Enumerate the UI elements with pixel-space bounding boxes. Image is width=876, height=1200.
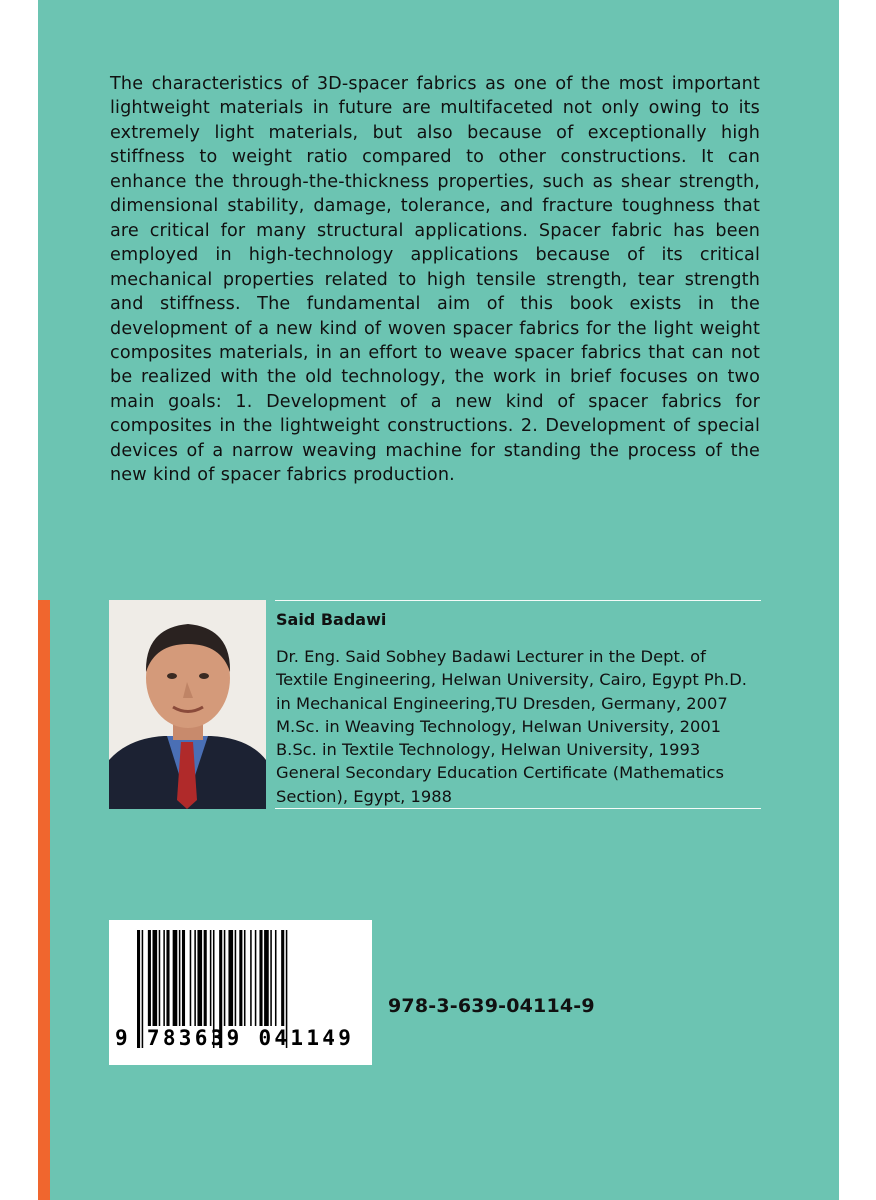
barcode-bar xyxy=(255,930,257,1026)
bio-line: General Secondary Education Certificate (Mathematics xyxy=(276,763,724,783)
barcode-bar xyxy=(194,930,196,1026)
bio-line: Dr. Eng. Said Sobhey Badawi Lecturer in the Dept. of xyxy=(276,647,706,666)
barcode-bar xyxy=(224,930,226,1026)
author-bio xyxy=(276,645,766,808)
bio-line: M.Sc. in Weaving Technology, Helwan University, 2001 xyxy=(276,716,722,736)
barcode-bar xyxy=(281,930,284,1026)
barcode-bar xyxy=(264,930,269,1026)
accent-strip xyxy=(38,600,50,1200)
author-portrait-icon xyxy=(109,600,266,809)
divider-top xyxy=(275,600,761,601)
barcode-bar xyxy=(210,930,212,1026)
author-name: Said Badawi xyxy=(276,610,387,629)
barcode-bar xyxy=(259,930,262,1026)
barcode-bar xyxy=(166,930,169,1026)
barcode-bar xyxy=(275,930,277,1026)
barcode-bar xyxy=(270,930,272,1026)
barcode xyxy=(109,920,372,1065)
bio-line: Section), Egypt, 1988 xyxy=(276,786,452,806)
barcode-bar xyxy=(239,930,242,1026)
bio-line: B.Sc. in Textile Technology, Helwan University, 1993 xyxy=(276,740,701,760)
barcode-bar xyxy=(204,930,207,1026)
barcode-digits: 9 783639 041149 xyxy=(115,1026,355,1050)
bio-line: in Mechanical Engineering,TU Dresden, Germany, 2007 xyxy=(276,693,728,713)
barcode-bar xyxy=(182,930,185,1026)
bio-line: Textile Engineering, Helwan University, Cairo, Egypt Ph.D. xyxy=(276,670,747,690)
book-description: The characteristics of 3D-spacer fabrics as one of the most important lightweight materials in future are multifaceted not only owing to its extremely light materials, but also because of exceptionally high stiffness to weight ratio compared to other constructions. It can enhance the through-the-thickness properties, such as shear strength, dimensional stability, damage, tolerance, and fracture toughness that are critical for many structural applications. Spacer fabric has been employed in high-technology applications because of its critical mechanical properties related to high tensile strength, tear strength and stiffness. The fundamental aim of this book exists in the development of a new kind of woven spacer fabrics for the light weight composites materials, in an effort to weave spacer fabrics that can not be realized with the old technology, the work in brief focuses on two main goals: 1. Development of a new kind of spacer fabrics for composites in the lightweight constructions. 2. Development of special devices of a narrow weaving machine for standing the process of the new kind of spacer fabrics production. xyxy=(110,74,760,486)
barcode-bar xyxy=(173,930,178,1026)
barcode-bar xyxy=(190,930,192,1026)
barcode-bar xyxy=(228,930,233,1026)
barcode-bar xyxy=(197,930,202,1026)
barcode-bar xyxy=(250,930,252,1026)
barcode-bar xyxy=(235,930,237,1026)
barcode-bar xyxy=(179,930,181,1026)
isbn-number: 978-3-639-04114-9 xyxy=(388,995,595,1017)
barcode-bar xyxy=(153,930,158,1026)
barcode-bar xyxy=(163,930,165,1026)
divider-bottom xyxy=(275,808,761,809)
barcode-bar xyxy=(159,930,161,1026)
author-photo xyxy=(109,600,266,809)
barcode-bar xyxy=(148,930,151,1026)
barcode-bar xyxy=(244,930,246,1026)
